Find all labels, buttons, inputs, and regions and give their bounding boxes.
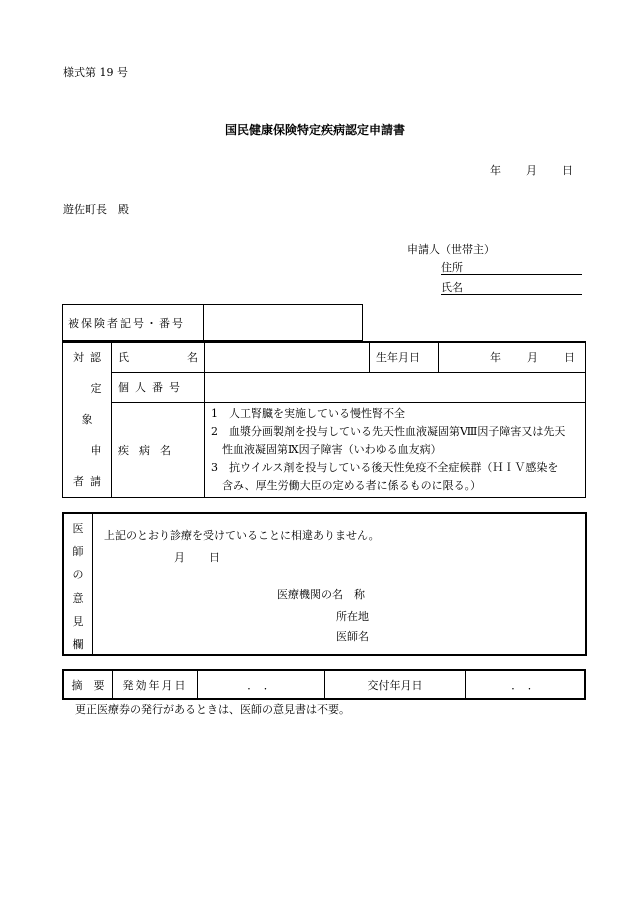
side-char: 師 xyxy=(72,545,84,559)
applicant-address-label: 住所 xyxy=(441,261,463,274)
applicant-address-line[interactable] xyxy=(441,274,582,275)
effective-date-dots: ． ． xyxy=(247,678,275,692)
side-char: 象 xyxy=(81,413,93,426)
institution-label: 医療機関の名 称 xyxy=(277,588,365,601)
applicant-name-label: 氏名 xyxy=(441,281,463,294)
effective-date-label-cell xyxy=(113,670,198,699)
date-month: 月 xyxy=(526,164,537,177)
disease-item: 2 血漿分画製剤を投与している先天性血液凝固第Ⅷ因子障害又は先天 xyxy=(211,424,566,438)
footer-note: 更正医療券の発行があるときは、医師の意見書は不要。 xyxy=(75,703,350,716)
side-char: 欄 xyxy=(72,637,84,651)
doctor-statement: 上記のとおり診療を受けていることに相違ありません。 xyxy=(104,529,380,542)
effective-date-label: 発効年月日 xyxy=(122,678,188,692)
form-number: 様式第 19 号 xyxy=(63,66,128,79)
side-char: 請 xyxy=(90,475,101,488)
birth-day: 日 xyxy=(564,351,575,365)
applicant-name-line[interactable] xyxy=(441,294,582,295)
disease-label-cell xyxy=(112,402,205,497)
birth-label-cell xyxy=(370,342,439,372)
disease-item: 含み、厚生労働大臣の定める者に係るものに限る。） xyxy=(211,478,482,492)
addressee: 遊佐町長 殿 xyxy=(63,203,129,216)
doctor-opinion-box xyxy=(62,512,587,656)
disease-label: 疾病名 xyxy=(118,443,181,457)
disease-item: 性血液凝固第Ⅸ因子障害（いわゆる血友病） xyxy=(211,442,442,456)
personal-number-label-cell xyxy=(112,372,205,402)
target-person-side-label xyxy=(63,342,112,497)
issue-date-dots: ． ． xyxy=(511,678,539,692)
summary-label: 摘 要 xyxy=(71,678,105,692)
side-char: 認 xyxy=(90,351,101,364)
name-field[interactable] xyxy=(205,342,370,372)
insured-number-label-cell xyxy=(63,305,204,341)
name-label-cell xyxy=(112,342,205,372)
side-char: 者 xyxy=(73,475,84,488)
personal-number-label: 個人番号 xyxy=(118,381,186,394)
doctor-day: 日 xyxy=(209,551,220,564)
location-label: 所在地 xyxy=(336,610,369,623)
document-title: 国民健康保険特定疾病認定申請書 xyxy=(224,123,405,137)
side-char: 見 xyxy=(72,614,84,628)
disease-item: 3 抗ウイルス剤を投与している後天性免疫不全症候群（ＨＩＶ感染を xyxy=(211,460,559,474)
birth-date-field[interactable] xyxy=(439,342,586,372)
applicant-label: 申請人（世帯主） xyxy=(407,243,495,256)
insured-number-table xyxy=(62,304,363,341)
summary-label-cell xyxy=(63,670,113,699)
summary-table xyxy=(62,669,586,700)
side-char: の xyxy=(72,568,84,582)
effective-date-field[interactable] xyxy=(198,670,325,699)
target-person-table xyxy=(62,341,586,498)
name-label: 氏 名 xyxy=(118,351,198,365)
birth-year: 年 xyxy=(490,351,501,365)
side-char: 医 xyxy=(72,522,84,535)
side-char: 意 xyxy=(72,591,84,605)
insured-number-label: 被保険者記号・番号 xyxy=(68,316,185,330)
issue-date-field[interactable] xyxy=(466,670,586,699)
doctor-name-label: 医師名 xyxy=(336,630,369,643)
side-char: 申 xyxy=(90,444,102,457)
birth-month: 月 xyxy=(527,351,538,365)
disease-item: 1 人工腎臓を実施している慢性腎不全 xyxy=(211,406,405,420)
side-char: 定 xyxy=(90,382,102,395)
issue-date-label: 交付年月日 xyxy=(367,678,423,692)
doctor-opinion-side xyxy=(64,514,93,654)
doctor-month: 月 xyxy=(174,551,185,564)
issue-date-label-cell xyxy=(325,670,466,699)
insured-number-field[interactable] xyxy=(204,305,363,341)
date-year: 年 xyxy=(490,164,501,177)
personal-number-field[interactable] xyxy=(205,372,586,402)
side-char: 対 xyxy=(73,351,84,364)
birth-label: 生年月日 xyxy=(376,351,420,365)
disease-list xyxy=(205,402,586,497)
date-day: 日 xyxy=(562,164,573,177)
